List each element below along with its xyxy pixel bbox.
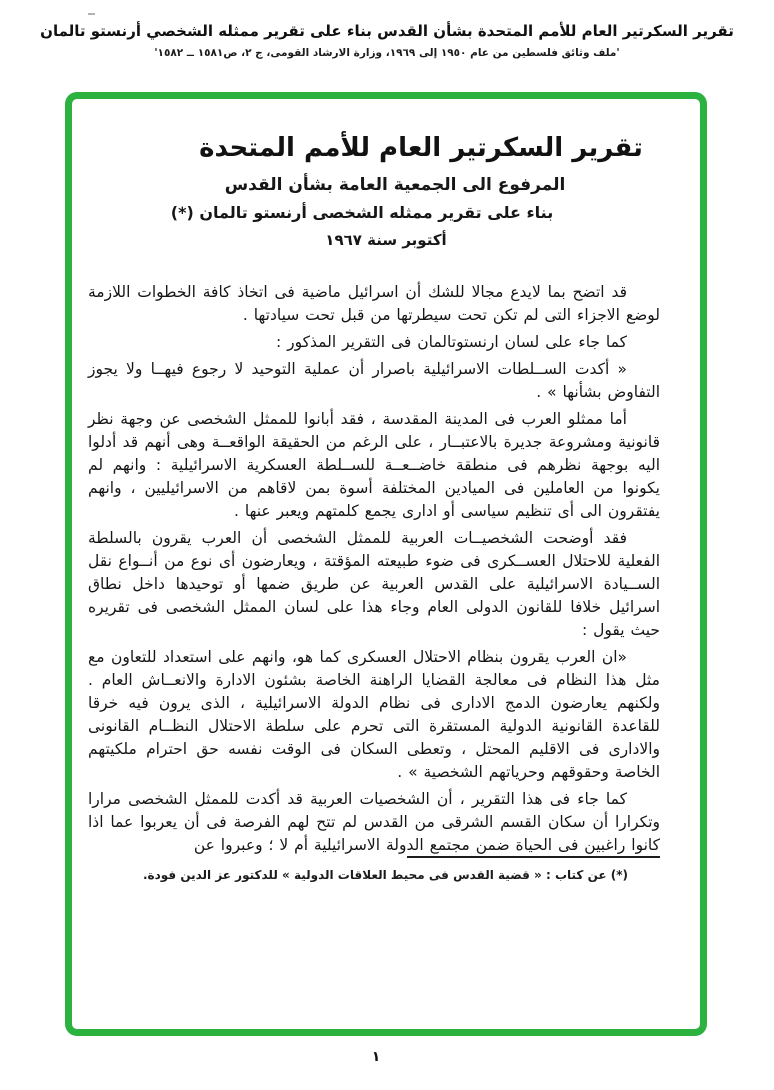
paragraph-3-quote: « أكدت الســلطات الاسرائيلية باصرار أن عملية التوحيد لا رجوع فيهــا ولا يجوز التفاوض بشأنها » . [88,360,660,401]
page-number: ١ [371,1049,381,1065]
footnote-divider [407,856,660,858]
header-report-title: تقرير السكرتير العام للأمم المتحدة بشأن القدس بناء على تقرير ممثله الشخصي أرنستو تالمان [40,22,734,40]
footnote-text: (*) عن كتاب : « قضية القدس فى محيط العلاقات الدولية » للدكتور عز الدين فودة. [142,868,628,882]
paragraph-2: كما جاء على لسان ارنستوتالمان فى التقرير المذكور : [276,333,627,351]
paragraph-7: كما جاء فى هذا التقرير ، أن الشخصيات العربية قد أكدت للممثل الشخصى مرارا وتكرارا أن سكان القسم الشرقى من القدس لم تتح لهم الفرصة فى أن يعربوا عما اذا كانوا راغبين فى الحياة ضمن مجتمع الدولة الاسرائيلية أم لا ؛ وعبروا عن [88,790,660,854]
paragraph-6-quote: «ان العرب يقرون بنظام الاحتلال العسكرى كما هو، وانهم على استعداد للتعاون مع مثل هذا النظام فى معالجة القضايا الراهنة الخاصة بشئون الادارة والانعــاش العام . ولكنهم يعارضون الدمج الادارى فى نظام الدولة الاسرائيلية ، الذى يرون فيه خرقا للقاعدة القانونية الدولية المستقرة التى تحرم على سلطة الاحتلال النظــام القانونى والادارى فى الاقليم المحتل ، وتعطى السكان فى الوقت نفسه حق احترام ملكيتهم الخاصة وحقوقهم وحرياتهم الشخصية » . [88,648,660,781]
document-title: تقرير السكرتير العام للأمم المتحدة [199,133,643,163]
document-body [88,281,660,861]
paragraph-4: أما ممثلو العرب فى المدينة المقدسة ، فقد أبانوا للممثل الشخصى عن وجهة نظر قانونية ومشروعة جديرة بالاعتبــار ، على الرغم من الحقيقة الواقعــة وهى أنهم قد أدلوا اليه بوجهة نظرهم فى منطقة خاضــعــة للســلطة العسكرية الاسرائيلية : وانهم لم يكونوا من العاملين فى الميادين المختلفة أسوة بمن لاقاهم من الاسرائيليين ، وانهم يفتقرون الى أى تنظيم سياسى أو ادارى يجمع كلمتهم ويعبر عنها . [88,410,660,520]
document-content [72,99,700,1029]
document-date: أكتوبر سنة ١٩٦٧ [325,231,447,249]
header-source-citation: 'ملف وثائق فلسطين من عام ١٩٥٠ إلى ١٩٦٩، وزارة الارشاد القومى، ج ٢، ص١٥٨١ ــ ١٥٨٢' [154,47,620,59]
document-subtitle-line2: بناء على تقرير ممثله الشخصى أرنستو تالمان (*) [170,203,554,222]
paragraph-5: فقد أوضحت الشخصيــات العربية للممثل الشخصى أن العرب يقرون بالسلطة الفعلية للاحتلال العســكرى فى ضوء طبيعته المؤقتة ، ويعارضون أى نوع من أنــواع نقل الســيادة الاسرائيلية على القدس العربية عن طريق ضمها أو توحيدها داخل نطاق اسرائيل خلافا للقانون الدولى العام وجاء هذا على لسان الممثل الشخصى فى تقريره حيث يقول : [88,529,660,639]
paragraph-1: قد اتضح بما لايدع مجالا للشك أن اسرائيل ماضية فى اتخاذ كافة الخطوات اللازمة لوضع الاجزاء التى لم تكن تحت سيطرتها من قبل تحت سيادتها . [88,283,660,324]
page-header [0,22,774,59]
scan-artifact-dash [88,13,95,15]
green-frame-border [65,92,707,1036]
document-subtitle-line1: المرفوع الى الجمعية العامة بشأن القدس [224,175,566,195]
